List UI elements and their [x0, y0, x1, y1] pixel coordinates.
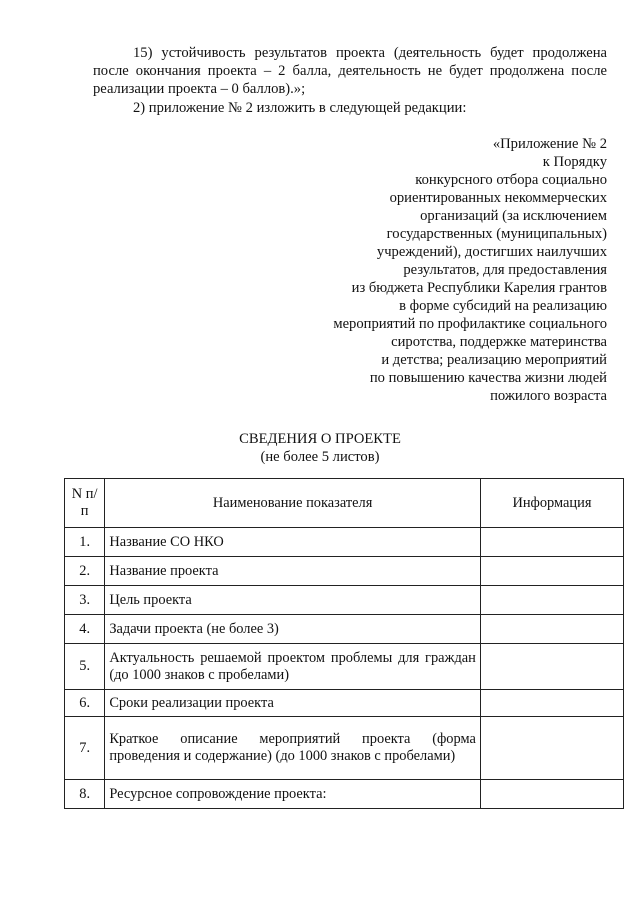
section-subtitle: (не более 5 листов) — [260, 449, 380, 465]
table-row — [65, 586, 624, 615]
table-header-row — [65, 479, 624, 528]
row-number: 1. — [65, 528, 105, 557]
table-row — [65, 644, 624, 690]
appendix-line: по повышению качества жизни людей — [369, 370, 607, 386]
header-indicator: Наименование показателя — [105, 479, 481, 528]
appendix-line: результатов, для предоставления — [403, 262, 607, 278]
row-information-cell[interactable] — [480, 586, 623, 615]
appendix-line: организаций (за исключением — [420, 208, 607, 224]
table-row — [65, 615, 624, 644]
criterion-15-paragraph: 15) устойчивость результатов проекта (деятельность будет продолжена после окончания проекта – 2 балла, деятельность не будет продолжена после реализации проекта – 0 баллов).»; — [93, 45, 607, 97]
appendix-line: и детства; реализацию мероприятий — [381, 352, 607, 368]
row-information-cell[interactable] — [480, 528, 623, 557]
appendix-header — [277, 135, 607, 405]
section-title: СВЕДЕНИЯ О ПРОЕКТЕ — [239, 431, 401, 447]
table-row — [65, 717, 624, 780]
row-number: 8. — [65, 780, 105, 809]
appendix-line: сиротства, поддержке материнства — [391, 334, 607, 350]
project-info-table — [64, 478, 624, 809]
amendment-paragraph: 2) приложение № 2 изложить в следующей редакции: — [133, 100, 467, 116]
appendix-line: в форме субсидий на реализацию — [399, 298, 607, 314]
row-indicator: Название проекта — [105, 557, 481, 586]
appendix-line: «Приложение № 2 — [492, 136, 607, 152]
table-row — [65, 690, 624, 717]
appendix-line: учреждений), достигших наилучших — [376, 244, 607, 260]
row-indicator: Актуальность решаемой проектом проблемы для граждан (до 1000 знаков с пробелами) — [105, 644, 481, 690]
header-number: N п/п — [65, 479, 105, 528]
row-information-cell[interactable] — [480, 557, 623, 586]
appendix-line: государственных (муниципальных) — [386, 226, 607, 242]
row-number: 7. — [65, 717, 105, 780]
appendix-line: пожилого возраста — [490, 388, 607, 404]
row-indicator: Краткое описание мероприятий проекта (форма проведения и содержание) (до 1000 знаков с пробелами) — [105, 717, 481, 780]
row-information-cell[interactable] — [480, 615, 623, 644]
appendix-line: к Порядку — [542, 154, 607, 170]
header-information: Информация — [480, 479, 623, 528]
table-row — [65, 780, 624, 809]
row-number: 2. — [65, 557, 105, 586]
row-number: 5. — [65, 644, 105, 690]
appendix-line: мероприятий по профилактике социального — [333, 316, 607, 332]
appendix-line: из бюджета Республики Карелия грантов — [351, 280, 607, 296]
row-indicator: Ресурсное сопровождение проекта: — [105, 780, 481, 809]
table-row — [65, 557, 624, 586]
row-information-cell[interactable] — [480, 644, 623, 690]
row-number: 6. — [65, 690, 105, 717]
appendix-line: конкурсного отбора социально — [415, 172, 607, 188]
row-information-cell[interactable] — [480, 717, 623, 780]
row-indicator: Название СО НКО — [105, 528, 481, 557]
row-indicator: Сроки реализации проекта — [105, 690, 481, 717]
row-information-cell[interactable] — [480, 690, 623, 717]
appendix-line: ориентированных некоммерческих — [389, 190, 607, 206]
row-information-cell[interactable] — [480, 780, 623, 809]
row-indicator: Цель проекта — [105, 586, 481, 615]
table-row — [65, 528, 624, 557]
row-number: 3. — [65, 586, 105, 615]
row-indicator: Задачи проекта (не более 3) — [105, 615, 481, 644]
row-number: 4. — [65, 615, 105, 644]
